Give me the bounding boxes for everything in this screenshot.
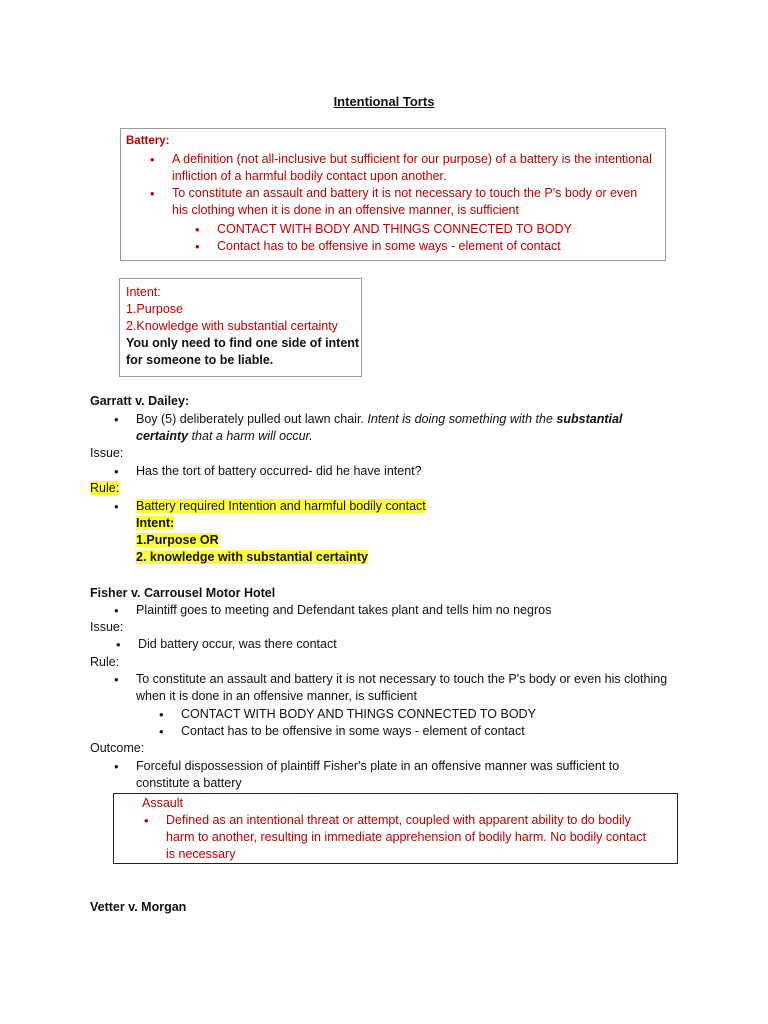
garratt-facts-list (136, 411, 656, 445)
garratt-issue-list (136, 463, 656, 480)
fisher-outcome-list (136, 758, 696, 792)
page-title: Intentional Torts (333, 94, 435, 109)
garratt-issue-label: Issue: (90, 446, 124, 460)
intent-heading: Intent: (126, 285, 161, 299)
battery-bullet-list (172, 151, 652, 219)
garratt-fact: • Boy (5) deliberately pulled out lawn chair. Intent is doing something with the substantial certainty that a harm will occur. (136, 411, 656, 445)
case-title-garratt: Garratt v. Dailey: (90, 394, 190, 408)
fisher-sub-list (181, 706, 661, 740)
fisher-issue: • Did battery occur, was there contact (138, 636, 658, 653)
fisher-issue-list (138, 636, 658, 653)
intent-note-line1: You only need to find one side of intent (126, 336, 360, 350)
garratt-rule-intent: Intent: (136, 516, 175, 530)
assault-definition: • Defined as an intentional threat or attempt, coupled with apparent ability to do bodily harm to another, resulting in immediate apprehension of bodily harm. No bodily contact is necessary (166, 812, 671, 863)
fisher-sub-bullet: • Contact has to be offensive in some ways - element of contact (181, 723, 661, 740)
battery-bullet-constitute: • To constitute an assault and battery it is not necessary to touch the P's body or even his clothing when it is done in an offensive manner, is sufficient (172, 185, 652, 219)
fisher-outcome: • Forceful dispossession of plaintiff Fisher's plate in an offensive manner was sufficient to constitute a battery (136, 758, 696, 792)
garratt-rule-item1: 1.Purpose OR (136, 533, 219, 547)
assault-heading: Assault (142, 796, 183, 810)
fisher-facts-list (136, 602, 676, 619)
fisher-sub-bullet: • CONTACT WITH BODY AND THINGS CONNECTED TO BODY (181, 706, 661, 723)
assault-box (113, 793, 678, 864)
fisher-fact: • Plaintiff goes to meeting and Defendant takes plant and tells him no negros (136, 602, 676, 619)
battery-heading: Battery: (126, 135, 170, 147)
garratt-rule-label: Rule: (90, 481, 120, 495)
battery-sub-bullet-list (217, 221, 657, 255)
garratt-rule-list (136, 498, 656, 515)
intent-note-line2: for someone to be liable. (126, 353, 274, 367)
battery-sub-bullet: • CONTACT WITH BODY AND THINGS CONNECTED TO BODY (217, 221, 657, 238)
fisher-rule-label: Rule: (90, 655, 120, 669)
assault-bullet-list (166, 812, 671, 863)
battery-bullet-definition: • A definition (not all-inclusive but sufficient for our purpose) of a battery is the intentional infliction of a harmful bodily contact upon another. (172, 151, 652, 185)
garratt-rule: • Battery required Intention and harmful bodily contact (136, 498, 656, 515)
battery-sub-bullet: • Contact has to be offensive in some ways - element of contact (217, 238, 657, 255)
intent-item-purpose: 1.Purpose (126, 302, 183, 316)
fisher-rule: • To constitute an assault and battery it is not necessary to touch the P's body or even his clothing when it is done in an offensive manner, is sufficient (136, 671, 696, 705)
intent-item-knowledge: 2.Knowledge with substantial certainty (126, 319, 338, 333)
fisher-outcome-label: Outcome: (90, 741, 145, 755)
intent-box (119, 278, 362, 377)
fisher-rule-list (136, 671, 696, 705)
garratt-issue: • Has the tort of battery occurred- did he have intent? (136, 463, 656, 480)
case-title-vetter: Vetter v. Morgan (90, 900, 187, 914)
battery-box (120, 128, 666, 261)
garratt-rule-item2: 2. knowledge with substantial certainty (136, 550, 368, 564)
fisher-issue-label: Issue: (90, 620, 124, 634)
case-title-fisher: Fisher v. Carrousel Motor Hotel (90, 586, 276, 600)
